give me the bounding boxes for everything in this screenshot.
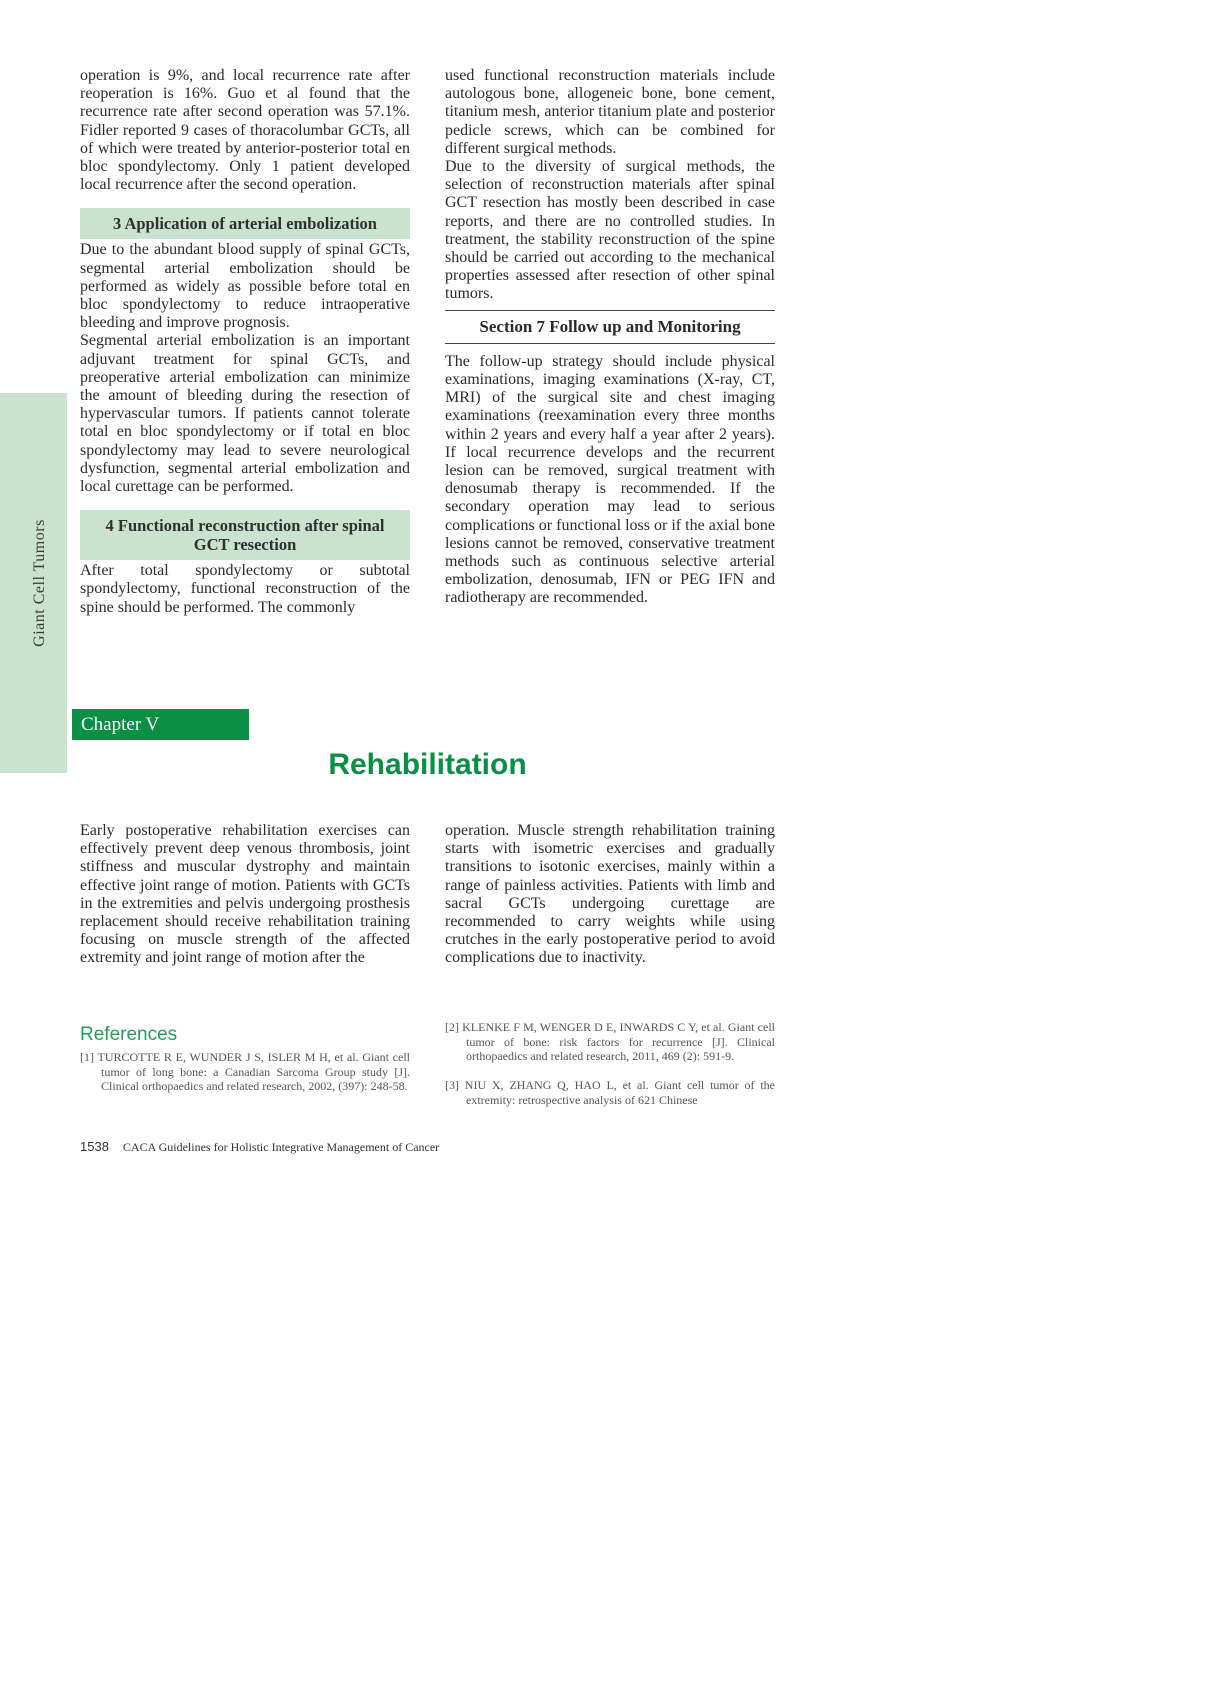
chapter-label: Chapter V — [72, 709, 249, 740]
paragraph: operation is 9%, and local recurrence rate after reoperation is 16%. Guo et al found that the recurrence rate after second operation was 57.1%. Fidler reported 9 cases of thoracolumbar GCTs, all of which were treated by anterior-posterior total en bloc spondylectomy. Only 1 patient developed local recurrence after the second operation. — [80, 67, 410, 194]
section-heading-4: 4 Functional reconstruction after spinal GCT resection — [80, 510, 410, 560]
references-title: References — [80, 1024, 178, 1045]
paragraph: Due to the abundant blood supply of spinal GCTs, segmental arterial embolization should be performed as widely as possible before total en bloc spondylectomy to reduce intraoperative bleeding and improve prognosis. — [80, 241, 410, 332]
paragraph: used functional reconstruction materials include autologous bone, allogeneic bone, bone cement, titanium mesh, anterior titanium plate and posterior pedicle screws, which can be combined for different surgical methods. — [445, 67, 775, 157]
reference-text: [3] NIU X, ZHANG Q, HAO L, et al. Giant cell tumor of the extremity: retrospective analysis of 621 Chinese — [445, 1078, 775, 1107]
page-number: 1538 — [80, 1139, 109, 1154]
paragraph: Early postoperative rehabilitation exercises can effectively prevent deep venous thrombosis, joint stiffness and muscular dystrophy and maintain effective joint range of motion. Patients with GCTs in the extremities and pelvis undergoing prosthesis replacement should receive rehabilitation training focusing on muscle strength of the affected extremity and joint range of motion after the — [80, 822, 410, 967]
paragraph: Segmental arterial embolization is an important adjuvant treatment for spinal GCTs, and preoperative arterial embolization can minimize the amount of bleeding during the resection of hypervascular tumors. If patients cannot tolerate total en bloc spondylectomy or if total en bloc spondylectomy may lead to severe neurological dysfunction, segmental arterial embolization and local curettage can be performed. — [80, 332, 410, 496]
top-right-column — [445, 67, 775, 608]
reference-item — [80, 1050, 410, 1094]
rehab-right-column — [445, 822, 775, 968]
side-tab-label: Giant Cell Tumors — [31, 519, 48, 647]
paragraph: operation. Muscle strength rehabilitation training starts with isometric exercises and gradually transitions to isotonic exercises, mainly within a range of painless activities. Patients with limb and sacral GCTs undergoing curettage are recommended to carry weights while using crutches in the early postoperative period to avoid complications due to inactivity. — [445, 822, 775, 967]
reference-text: [2] KLENKE F M, WENGER D E, INWARDS C Y, et al. Giant cell tumor of bone: risk factors for recurrence [J]. Clinical orthopaedics and related research, 2011, 469 (2): 591-9. — [445, 1020, 775, 1063]
section-heading-3: 3 Application of arterial embolization — [80, 208, 410, 239]
reference-item — [445, 1078, 775, 1107]
paragraph: After total spondylectomy or subtotal spondylectomy, functional reconstruction of the spine should be performed. The commonly — [80, 562, 410, 616]
section-heading-7: Section 7 Follow up and Monitoring — [445, 310, 775, 344]
rehab-left-column — [80, 822, 410, 968]
reference-item — [445, 1020, 775, 1064]
top-left-column — [80, 67, 410, 617]
page-footer — [80, 1139, 439, 1155]
book-title: CACA Guidelines for Holistic Integrative Management of Cancer — [122, 1140, 440, 1154]
paragraph: The follow-up strategy should include physical examinations, imaging examinations (X-ray, CT, MRI) of the surgical site and chest imaging examinations (reexamination every three months within 2 years and every half a year after 2 years). If local recurrence develops and the recurrent lesion can be removed, surgical treatment with denosumab therapy is recommended. If the secondary operation may lead to serious complications or functional loss or if the axial bone lesions cannot be removed, conservative treatment methods such as continuous selective arterial embolization, denosumab, IFN or PEG IFN and radiotherapy are recommended. — [445, 352, 775, 607]
paragraph: Due to the diversity of surgical methods, the selection of reconstruction materials after spinal GCT resection has mostly been described in case reports, and there are no controlled studies. In treatment, the stability reconstruction of the spine should be carried out according to the mechanical properties assessed after resection of other spinal tumors. — [445, 158, 775, 303]
reference-text: [1] TURCOTTE R E, WUNDER J S, ISLER M H, et al. Giant cell tumor of long bone: a Canadian Sarcoma Group study [J]. Clinical orthopaedics and related research, 2002, (397): 248-58. — [80, 1050, 410, 1093]
chapter-title: Rehabilitation — [328, 748, 527, 781]
